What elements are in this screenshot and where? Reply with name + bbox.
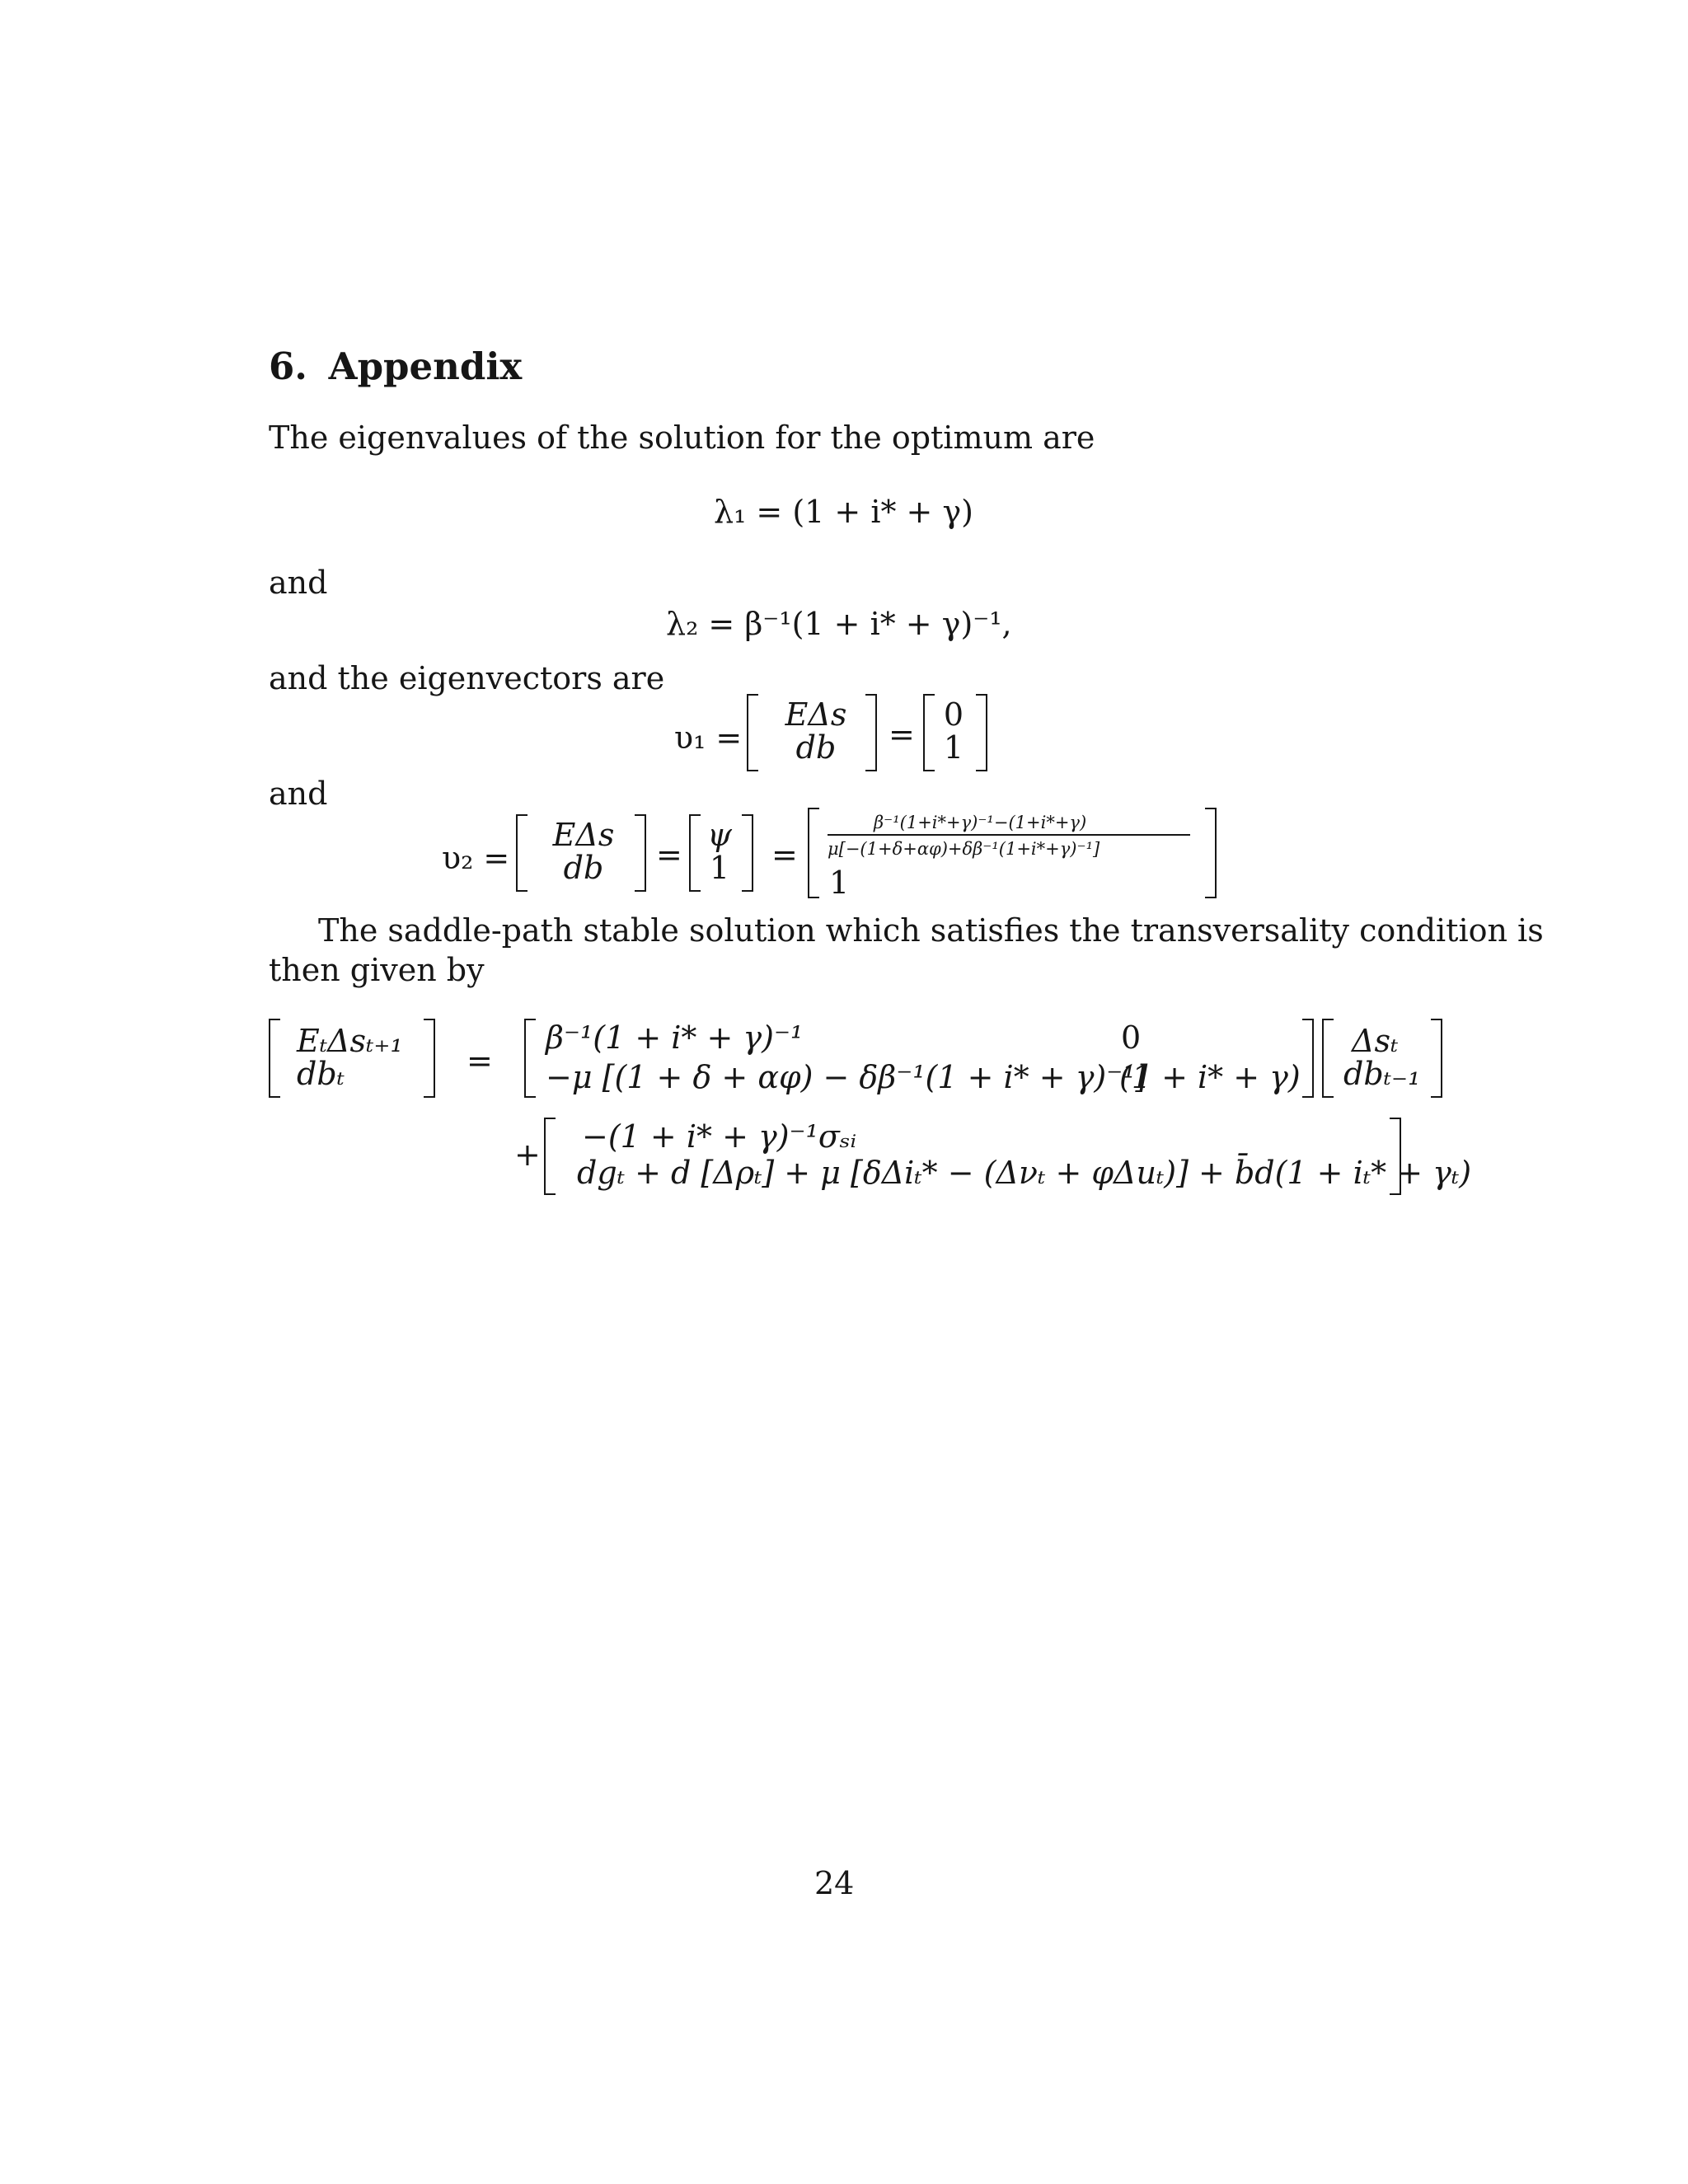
v2-one: 1 [709, 850, 730, 886]
sys-rhs-right-bracket [1431, 1019, 1442, 1098]
connector-and-1: and [269, 565, 328, 601]
v2-equals-2: = [771, 837, 798, 873]
v2-top: EΔs [552, 817, 615, 853]
v2-left-bracket [516, 814, 528, 892]
v1-val-top: 0 [943, 696, 964, 733]
equation-lambda1: λ₁ = (1 + i* + γ) [714, 494, 974, 530]
v1-label: υ₁ = [674, 719, 743, 756]
sys-lhs-left-bracket [269, 1019, 280, 1098]
sys-const-left-bracket [544, 1118, 556, 1195]
v1-left-bracket [747, 694, 758, 771]
v2-frac-line [828, 834, 1190, 836]
section-number: 6. [269, 344, 307, 388]
sys-matrix-left-bracket [524, 1019, 536, 1098]
connector-and-3: and [269, 776, 328, 812]
v2-psi-right-bracket [742, 814, 753, 892]
sys-matrix-21: −μ [(1 + δ + αφ) − δβ⁻¹(1 + i* + γ)⁻¹] [546, 1059, 1148, 1095]
v2-frac-denominator: μ[−(1+δ+αφ)+δβ⁻¹(1+i*+γ)⁻¹] [828, 839, 1100, 859]
sys-plus: + [514, 1137, 541, 1173]
v2-label: υ₂ = [442, 840, 510, 876]
sys-matrix-right-bracket [1302, 1019, 1314, 1098]
sys-rhs-top: Δsₜ [1352, 1023, 1399, 1059]
v1-equals: = [889, 716, 915, 752]
v2-bottom: db [563, 850, 604, 886]
sys-matrix-22: (1 + i* + γ) [1119, 1059, 1301, 1095]
v1-val-right-bracket [976, 694, 987, 771]
page-number: 24 [814, 1865, 855, 1901]
section-heading [269, 344, 522, 388]
sys-rhs-left-bracket [1322, 1019, 1334, 1098]
v1-val-bottom: 1 [943, 729, 964, 766]
section-title: Appendix [328, 344, 523, 388]
v1-right-bracket [865, 694, 877, 771]
v2-last: 1 [829, 865, 850, 901]
v2-equals-1: = [656, 837, 682, 873]
sys-matrix-12: 0 [1121, 1019, 1142, 1056]
v2-frac-numerator: β⁻¹(1+i*+γ)⁻¹−(1+i*+γ) [874, 813, 1087, 832]
sys-equals: = [467, 1043, 493, 1079]
v1-bottom: db [795, 729, 837, 766]
equation-lambda2: λ₂ = β⁻¹(1 + i* + γ)⁻¹, [666, 606, 1012, 642]
intro-text: The eigenvalues of the solution for the optimum are [269, 419, 1095, 456]
sys-lhs-bottom: dbₜ [297, 1056, 345, 1092]
v2-right-bracket [635, 814, 646, 892]
v2-frac-right-bracket [1205, 808, 1217, 898]
connector-and-2: and the eigenvectors are [269, 660, 665, 696]
sys-lhs-right-bracket [424, 1019, 435, 1098]
paragraph-line-1: The saddle-path stable solution which satisfies the transversality condition is [318, 912, 1544, 949]
sys-const-right-bracket [1390, 1118, 1401, 1195]
sys-lhs-top: EₜΔsₜ₊₁ [297, 1023, 403, 1059]
v2-frac-left-bracket [808, 808, 819, 898]
v2-psi: ψ [707, 817, 732, 853]
paragraph-line-2: then given by [269, 952, 485, 988]
sys-const-top: −(1 + i* + γ)⁻¹σₛᵢ [582, 1118, 857, 1155]
sys-rhs-bottom: dbₜ₋₁ [1343, 1056, 1421, 1092]
sys-matrix-11: β⁻¹(1 + i* + γ)⁻¹ [546, 1019, 804, 1056]
v1-top: EΔs [785, 696, 847, 733]
sys-const-bottom: dgₜ + d [Δρₜ] + μ [δΔiₜ* − (Δνₜ + φΔuₜ)] + b̄d(1 + iₜ* + γₜ) [577, 1155, 1472, 1191]
